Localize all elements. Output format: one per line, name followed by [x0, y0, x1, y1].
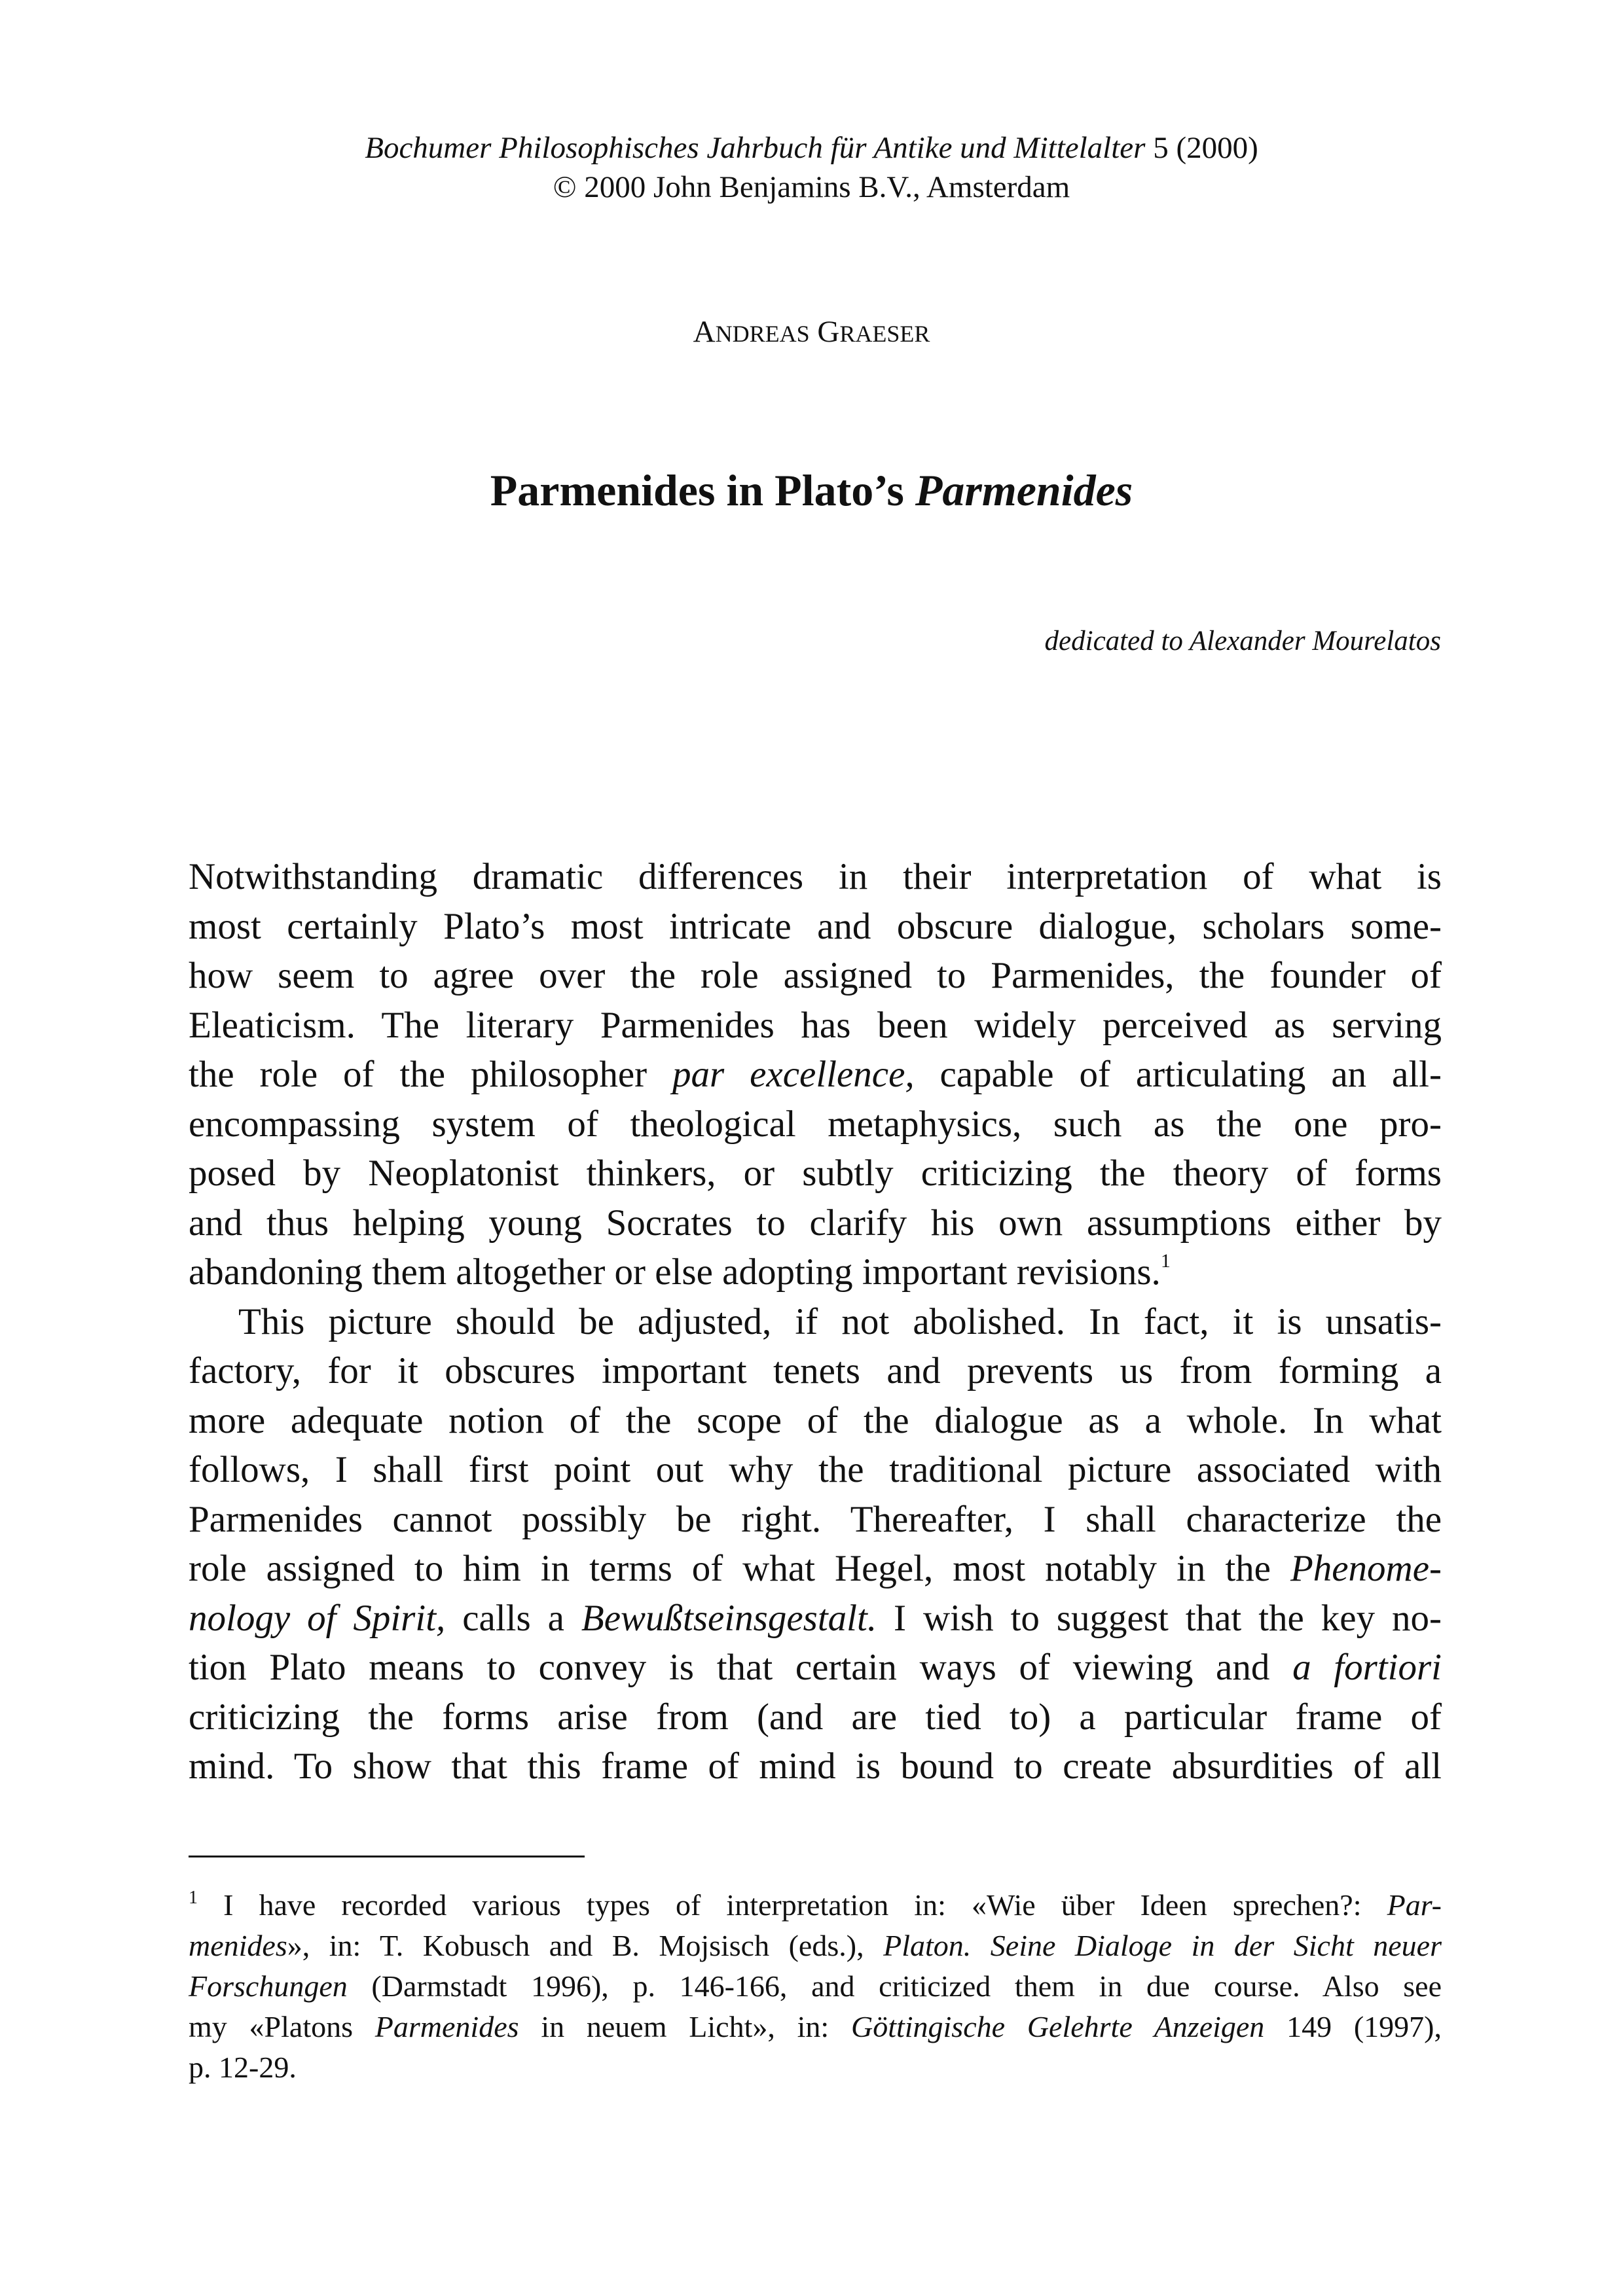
journal-volume: 5 (2000) — [1145, 131, 1258, 165]
journal-header — [0, 128, 1623, 207]
journal-title: Bochumer Philosophisches Jahrbuch für Antike und Mittelalter — [365, 131, 1146, 165]
copyright-line: © 2000 John Benjamins B.V., Amsterdam — [553, 170, 1070, 204]
paragraph1-line: encompassing system of theological metaphysics, such as the one pro- — [189, 1103, 1442, 1145]
paragraph2-line: more adequate notion of the scope of the dialogue as a whole. In what — [189, 1399, 1442, 1441]
paragraph1-line: and thus helping young Socrates to clarify his own assumptions either by — [189, 1202, 1442, 1244]
footnote-line: menides», in: T. Kobusch and B. Mojsisch (eds.), Platon. Seine Dialoge in der Sicht neuer — [189, 1929, 1442, 1962]
author-name: ANDREAS GRAESER — [693, 315, 930, 349]
paragraph2-line: mind. To show that this frame of mind is bound to create absurdities of all — [189, 1746, 1442, 1787]
paragraph1-line: the role of the philosopher par excellence, capable of articulating an all- — [189, 1054, 1442, 1095]
footnote-reference[interactable]: 1 — [1160, 1250, 1171, 1272]
paragraph2-line: role assigned to him in terms of what Hegel, most notably in the Phenome- — [189, 1548, 1442, 1589]
paragraph1-line: how seem to agree over the role assigned to Parmenides, the founder of — [189, 955, 1442, 996]
footnote — [189, 1885, 1442, 2088]
paragraph2-line: follows, I shall first point out why the traditional picture associated with — [189, 1449, 1442, 1490]
paragraph1-line: Eleaticism. The literary Parmenides has been widely perceived as serving — [189, 1004, 1442, 1046]
paragraph2-line: tion Plato means to convey is that certain ways of viewing and a fortiori — [189, 1647, 1442, 1688]
footnote-separator — [189, 1856, 585, 1857]
paragraph1-line: abandoning them altogether or else adopting important revisions.$^1$ — [189, 1250, 1171, 1293]
paragraph2-line: This picture should be adjusted, if not abolished. In fact, it is unsatis- — [238, 1300, 1442, 1342]
paragraph1-line: Notwithstanding dramatic differences in their interpretation of what is — [189, 856, 1442, 897]
footnote-line: Forschungen (Darmstadt 1996), p. 146-166, and criticized them in due course. Also see — [189, 1969, 1442, 2003]
footnote-line: $^1$ I have recorded various types of interpretation in: «Wie über Ideen sprechen?: Par- — [189, 1888, 1442, 1922]
body-text — [189, 852, 1442, 1791]
paragraph1-line: most certainly Plato’s most intricate and obscure dialogue, scholars some- — [189, 905, 1442, 947]
footnote-number: 1 — [189, 1888, 198, 1908]
footnote-line: my «Platons Parmenides in neuem Licht», in: Göttingische Gelehrte Anzeigen 149 (1997), — [189, 2010, 1442, 2043]
article-title: Parmenides in Plato’s Parmenides — [490, 465, 1133, 515]
footnote-line: p. 12-29. — [189, 2051, 297, 2084]
dedication: dedicated to Alexander Mourelatos — [1044, 626, 1441, 656]
paragraph2-line: nology of Spirit, calls a Bewußtseinsgestalt. I wish to suggest that the key no- — [189, 1597, 1442, 1639]
paragraph2-line: criticizing the forms arise from (and are tied to) a particular frame of — [189, 1696, 1442, 1738]
paragraph2-line: factory, for it obscures important tenets and prevents us from forming a — [189, 1350, 1442, 1391]
journal-citation — [0, 128, 1623, 168]
paragraph1-line: posed by Neoplatonist thinkers, or subtly criticizing the theory of forms — [189, 1153, 1442, 1194]
paragraph2-line: Parmenides cannot possibly be right. Thereafter, I shall characterize the — [189, 1498, 1442, 1540]
